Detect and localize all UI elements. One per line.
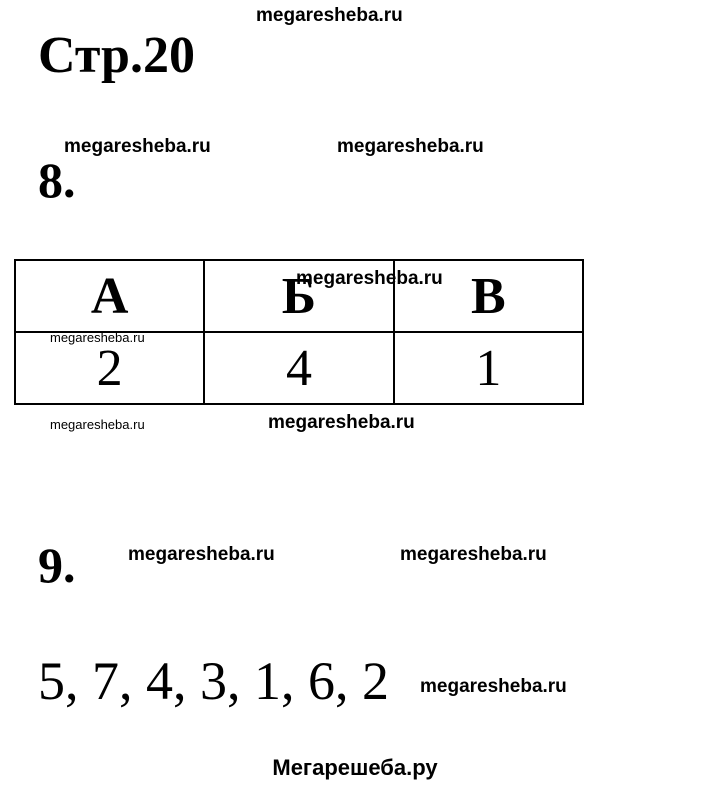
footer-site-name: Мегарешеба.ру <box>272 755 438 780</box>
table-header-cell: Б <box>204 260 393 332</box>
watermark: megaresheba.ru <box>50 330 145 345</box>
table-header-cell: А <box>15 260 204 332</box>
watermark: megaresheba.ru <box>268 412 415 433</box>
task-9-answer: 5, 7, 4, 3, 1, 6, 2 <box>38 651 389 711</box>
table-cell: 4 <box>204 332 393 404</box>
watermark: megaresheba.ru <box>296 268 443 289</box>
task-9-number: 9. <box>38 537 76 593</box>
page-title: Стр.20 <box>38 27 195 84</box>
table-header-cell: В <box>394 260 583 332</box>
table-cell: 2 <box>15 332 204 404</box>
watermark: megaresheba.ru <box>256 5 403 26</box>
table-cell: 1 <box>394 332 583 404</box>
watermark: megaresheba.ru <box>50 417 145 432</box>
watermark: megaresheba.ru <box>64 136 211 157</box>
watermark: megaresheba.ru <box>420 676 567 697</box>
watermark: megaresheba.ru <box>128 544 275 565</box>
watermark: megaresheba.ru <box>337 136 484 157</box>
task-8-number: 8. <box>38 152 76 208</box>
watermark: megaresheba.ru <box>400 544 547 565</box>
